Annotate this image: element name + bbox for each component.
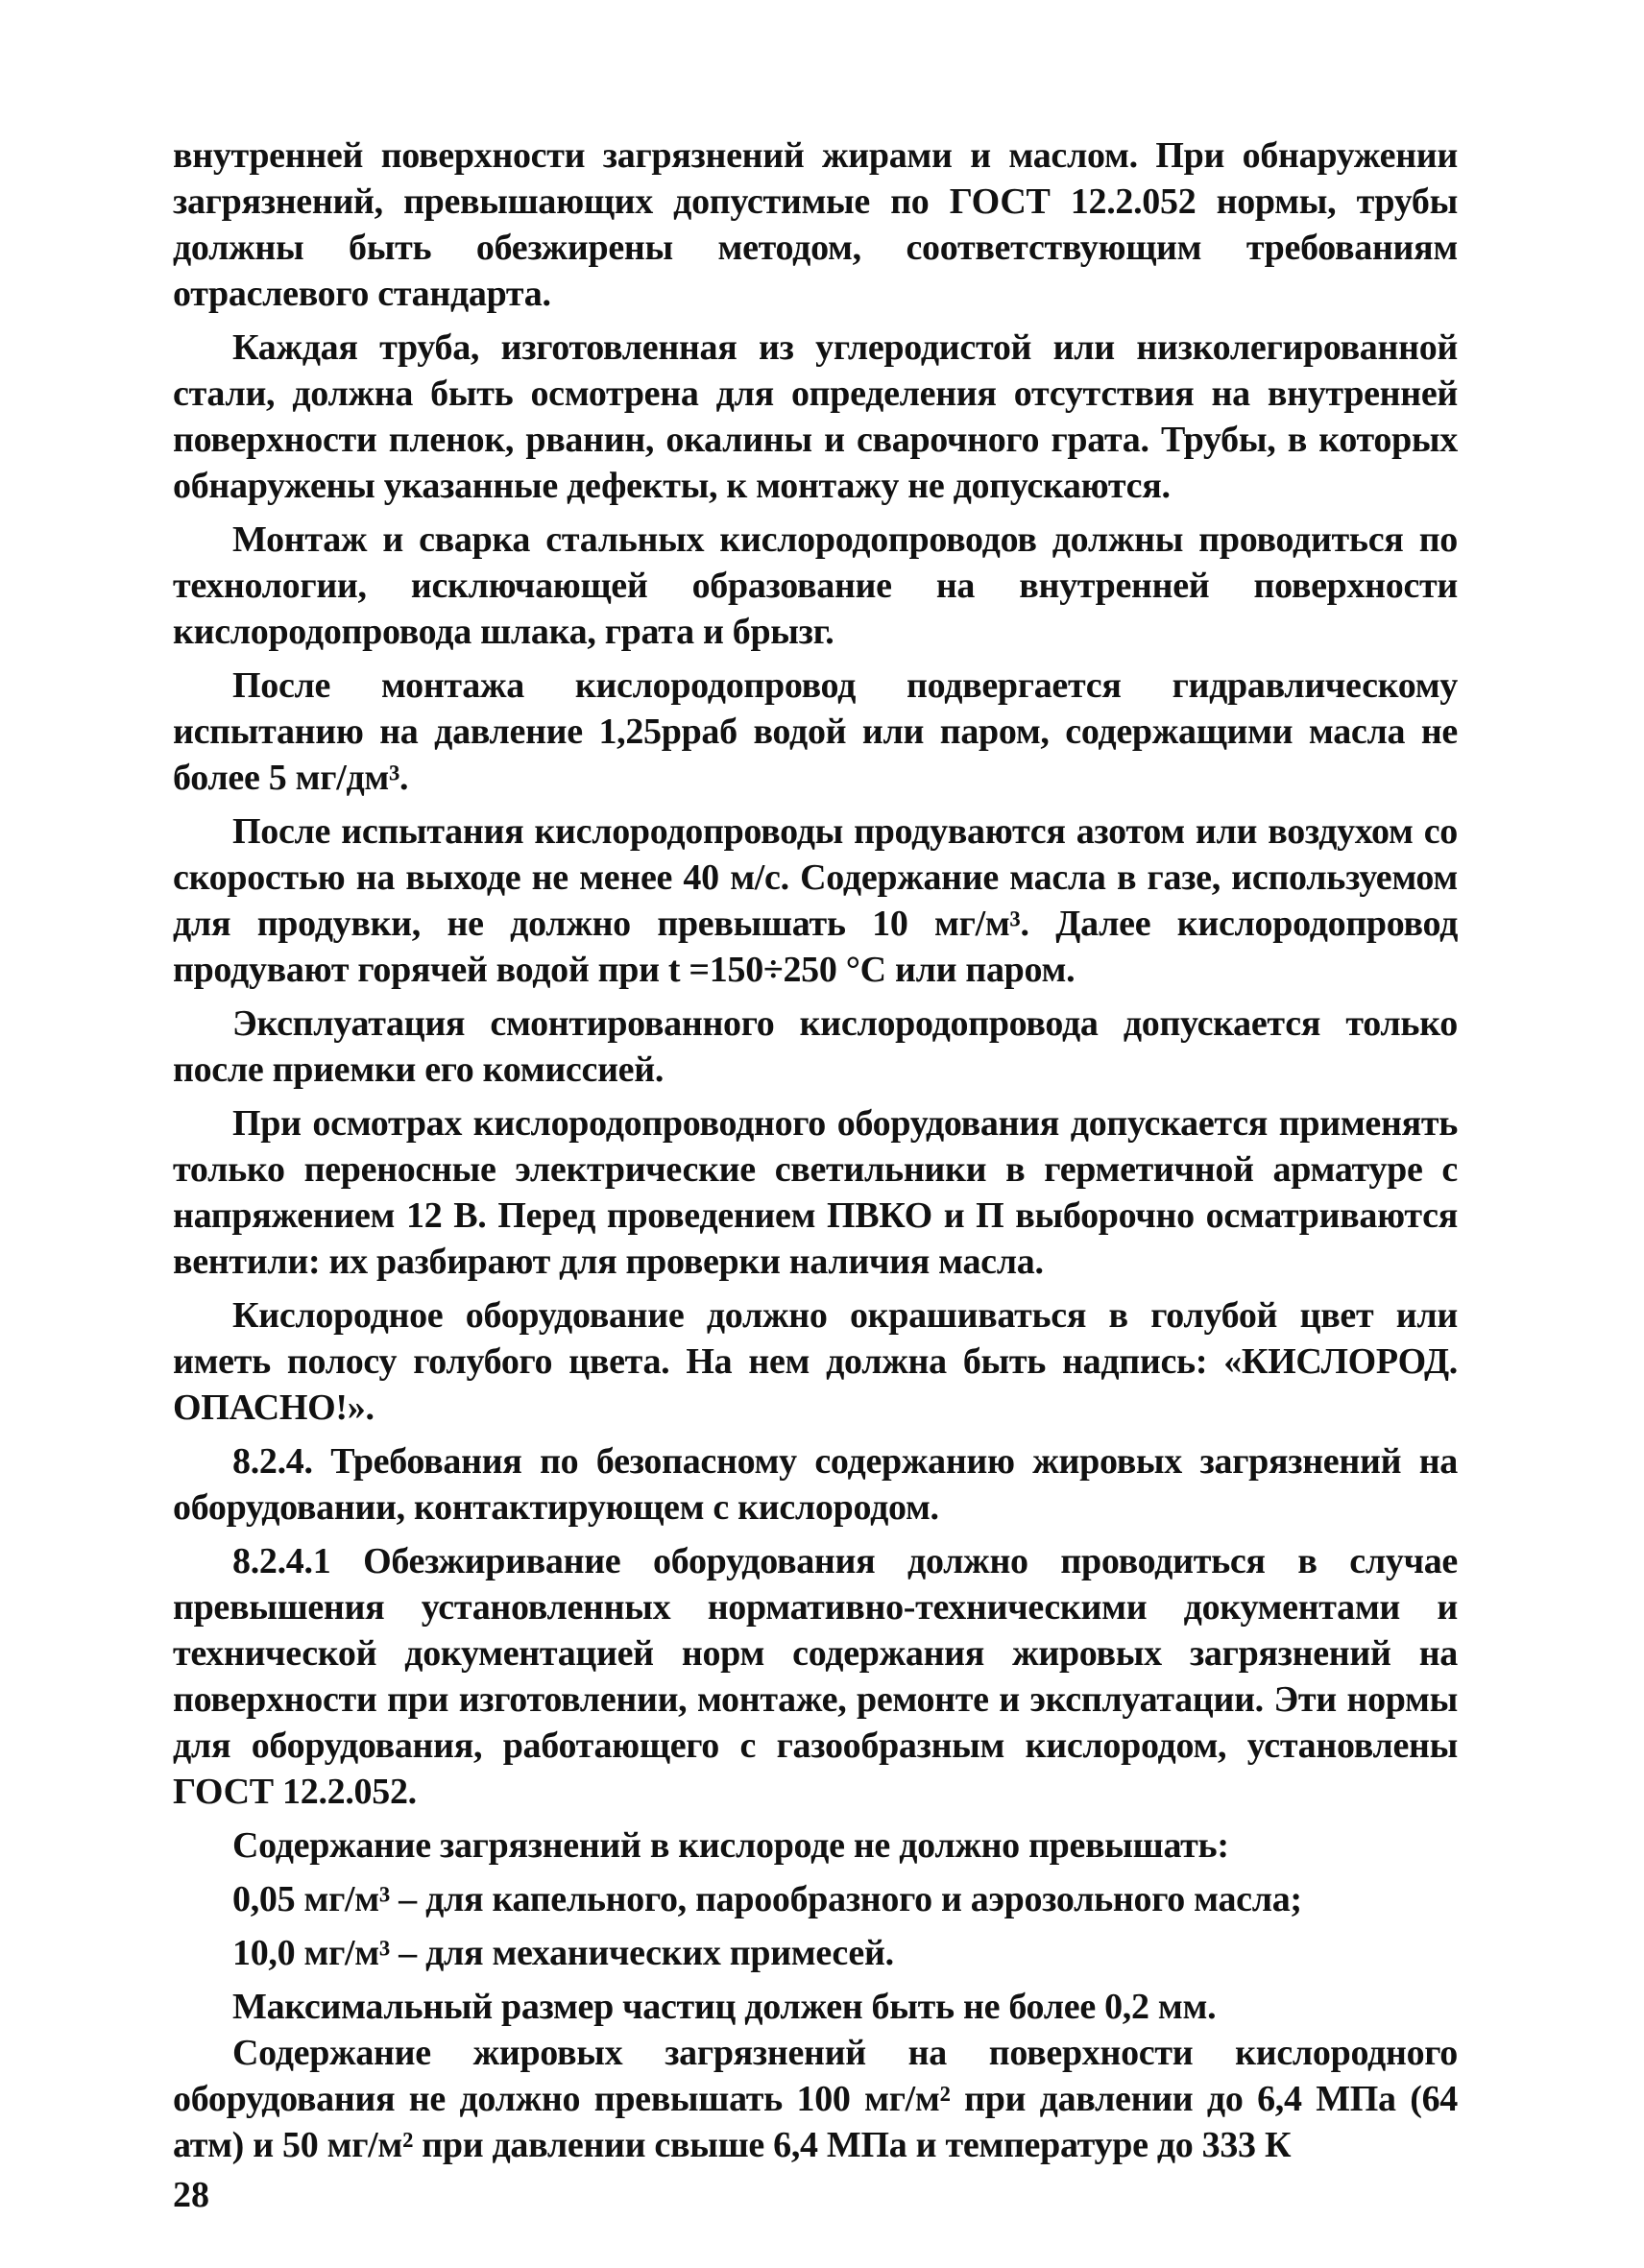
list-line-particle-size: Максимальный размер частиц должен быть не более 0,2 мм. [232, 1987, 1217, 2027]
paragraph-paint-color: Кислородное оборудование должно окрашиваться в голубой цвет или иметь полосу голубого цвета. На нем должна быть надпись: «КИСЛОРОД. ОПАСНО!». [173, 1295, 1458, 1428]
list-line-mechanical-limit: 10,0 мг/м³ – для механических примесей. [232, 1933, 894, 1973]
paragraph-inspection-lamps: При осмотрах кислородопроводного оборудования допускается применять только переносные электрические светильники в герметичной арматуре с напряжением 12 В. Перед проведением ПВКО и П выборочно осматриваются вентили: их разбирают для проверки наличия масла. [173, 1103, 1458, 1282]
paragraph-oil-contamination: внутренней поверхности загрязнений жирами и маслом. При обнаружении загрязнений, превышающих допустимые по ГОСТ 12.2.052 нормы, трубы должны быть обезжирены методом, соответствующим требованиям отраслевого стандарта. [173, 135, 1458, 314]
document-page [173, 133, 1458, 2168]
paragraph-section-8-2-4-1: 8.2.4.1 Обезжиривание оборудования должно проводиться в случае превышения установленных нормативно-техническими документами и технической документацией норм содержания жировых загрязнений на поверхности при изготовлении, монтаже, ремонте и эксплуатации. Эти нормы для оборудования, работающего с газообразным кислородом, установлены ГОСТ 12.2.052. [173, 1541, 1458, 1812]
paragraph-welding: Монтаж и сварка стальных кислородопроводов должны проводиться по технологии, исключающей образование на внутренней поверхности кислородопровода шлака, грата и брызг. [173, 519, 1458, 652]
paragraph-section-8-2-4: 8.2.4. Требования по безопасному содержанию жировых загрязнений на оборудовании, контактирующем с кислородом. [173, 1441, 1458, 1528]
paragraph-operation: Эксплуатация смонтированного кислородопровода допускается только после приемки его комиссией. [173, 1003, 1458, 1090]
page-number: 28 [173, 2175, 209, 2215]
paragraph-pipe-inspection: Каждая труба, изготовленная из углеродистой или низколегированной стали, должна быть осмотрена для определения отсутствия на внутренней поверхности пленок, рванин, окалины и сварочного грата. Трубы, в которых обнаружены указанные дефекты, к монтажу не допускаются. [173, 327, 1458, 506]
list-line-oil-limit: 0,05 мг/м³ – для капельного, парообразного и аэрозольного масла; [232, 1879, 1302, 1919]
paragraph-hydraulic-test: После монтажа кислородопровод подвергается гидравлическому испытанию на давление 1,25pраб водой или паром, содержащими масла не более 5 мг/дм³. [173, 665, 1458, 798]
paragraph-surface-contamination: Содержание жировых загрязнений на поверхности кислородного оборудования не должно превышать 100 мг/м² при давлении до 6,4 МПа (64 атм) и 50 мг/м² при давлении свыше 6,4 МПа и температуре до 333 К [173, 2033, 1458, 2165]
paragraph-purging: После испытания кислородопроводы продуваются азотом или воздухом со скоростью на выходе не менее 40 м/с. Содержание масла в газе, используемом для продувки, не должно превышать 10 мг/м³. Далее кислородопровод продувают горячей водой при t =150÷250 °С или паром. [173, 811, 1458, 990]
list-line-intro: Содержание загрязнений в кислороде не должно превышать: [232, 1825, 1229, 1866]
